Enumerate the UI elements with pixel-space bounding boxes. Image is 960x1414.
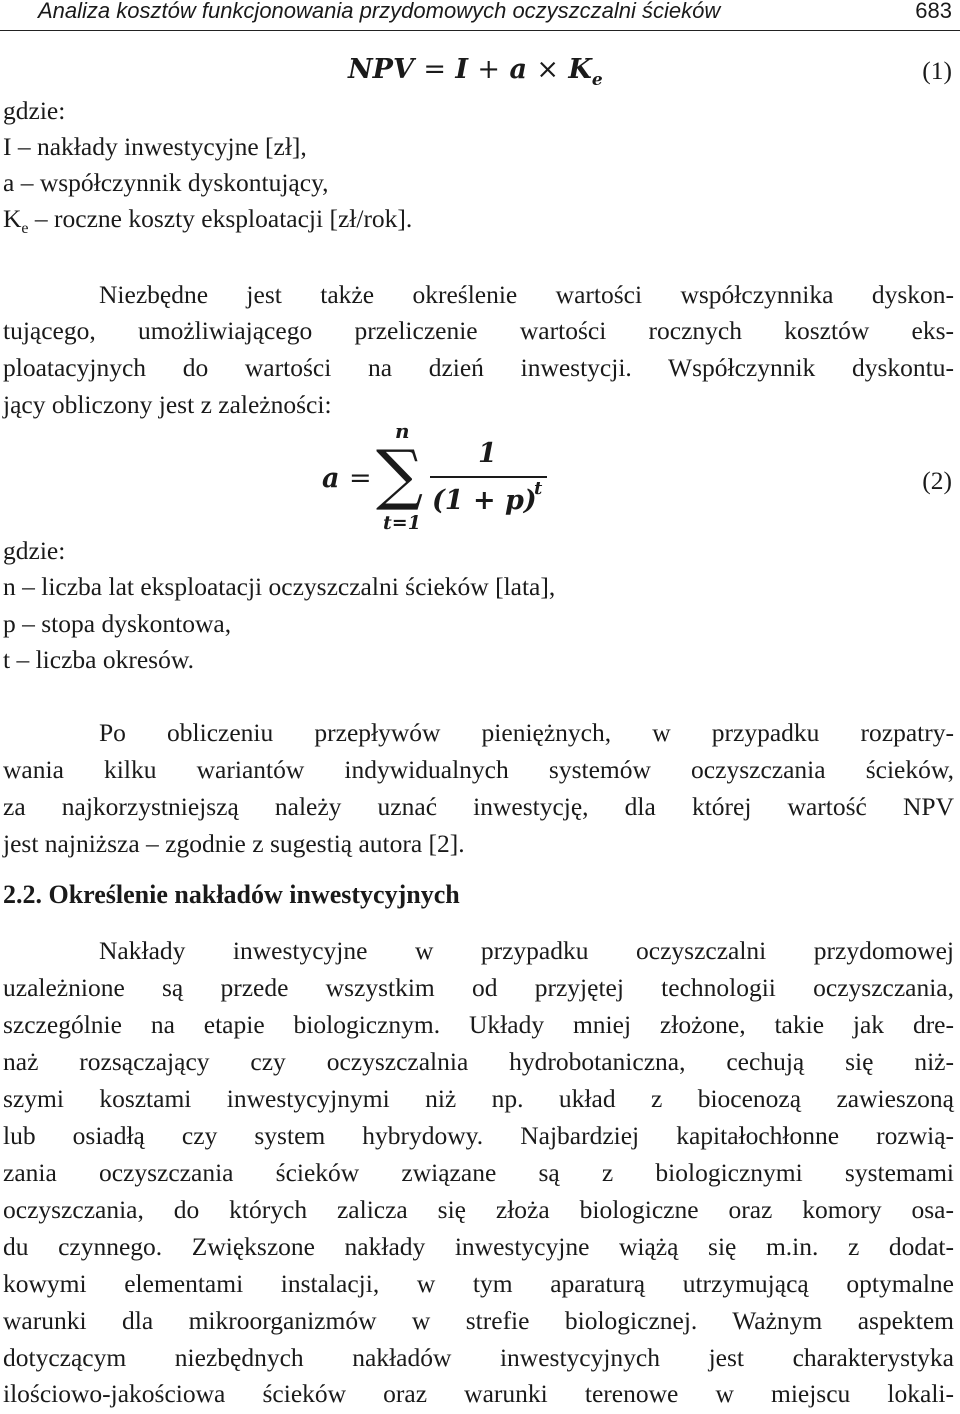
para3-line: dotyczącym niezbędnych nakładów inwestycyjnych jest charakterystyka bbox=[3, 1343, 954, 1372]
defs2-line-t: t – liczba okresów. bbox=[3, 645, 194, 674]
para3-line: warunki dla mikroorganizmów w strefie biologicznej. Ważnym aspektem bbox=[3, 1306, 954, 1335]
para3-line: szymi kosztami inwestycyjnymi niż np. układ z biocenozą zawieszoną bbox=[3, 1084, 954, 1113]
eq2-denominator: (1 + p) bbox=[432, 485, 537, 516]
eq2-sigma: ∑ bbox=[376, 436, 424, 513]
para3-line: du czynnego. Zwiększone nakłady inwestycyjne wiążą się m.in. z dodat- bbox=[3, 1232, 954, 1261]
eq1-I: I bbox=[455, 54, 469, 85]
para3-line: Nakłady inwestycyjne w przypadku oczyszczalni przydomowej bbox=[99, 936, 954, 965]
para3-line: ilościowo-jakościowa ścieków oraz warunki terenowe w miejscu lokali- bbox=[3, 1379, 954, 1408]
journal-running-title: Analiza kosztów funkcjonowania przydomowych oczyszczalni ścieków bbox=[38, 0, 721, 23]
para3-line: szczególnie na etapie biologicznym. Układy mniej złożone, takie jak dre- bbox=[3, 1010, 954, 1039]
eq1-lhs: NPV bbox=[348, 54, 414, 85]
eq1-a: a bbox=[509, 54, 527, 85]
defs1-line-K bbox=[3, 202, 412, 240]
para3-line: uzależnione są przede wszystkim od przyjętej technologii oczyszczania, bbox=[3, 973, 954, 1002]
eq1-equals: = bbox=[423, 54, 446, 85]
eq2-upper-limit: n bbox=[395, 419, 410, 443]
page-number: 683 bbox=[915, 0, 952, 23]
para1-line: jący obliczony jest z zależności: bbox=[3, 390, 332, 419]
defs2-line-p: p – stopa dyskontowa, bbox=[3, 609, 232, 638]
eq2-lower-limit: t=1 bbox=[383, 512, 421, 534]
defs2-gdzie: gdzie: bbox=[3, 536, 66, 565]
eq1-K: K bbox=[568, 54, 592, 85]
eq2-numerator: 1 bbox=[478, 438, 497, 469]
para3-line: lub osiadłą czy system hybrydowy. Najbardziej kapitałochłonne rozwią- bbox=[3, 1121, 954, 1150]
eq2-equals: = bbox=[349, 463, 372, 494]
defs1-K-subscript: e bbox=[21, 220, 29, 237]
equation-2-number: (2) bbox=[922, 466, 952, 495]
para3-line: kowymi elementami instalacji, w tym aparaturą utrzymującą optymalne bbox=[3, 1269, 954, 1298]
eq1-times: × bbox=[536, 54, 559, 85]
running-header bbox=[0, 0, 960, 31]
eq2-exponent: t bbox=[534, 478, 543, 499]
defs1-line-a: a – współczynnik dyskontujący, bbox=[3, 168, 329, 197]
defs1-K-text: – roczne koszty eksploatacji [zł/rok]. bbox=[28, 204, 413, 233]
defs1-K-symbol: K bbox=[3, 204, 22, 233]
para3-line: naż rozsączający czy oczyszczalnia hydrobotaniczna, cechują się niż- bbox=[3, 1047, 954, 1076]
para3-line: zania oczyszczania ścieków związane są z biologicznymi systemami bbox=[3, 1158, 954, 1187]
para2-line: wania kilku wariantów indywidualnych systemów oczyszczania ścieków, bbox=[3, 755, 954, 784]
eq1-plus: + bbox=[477, 54, 501, 85]
para2-line: jest najniższa – zgodnie z sugestią autora [2]. bbox=[3, 829, 465, 858]
para3-line: oczyszczania, do których zalicza się złoża biologiczne oraz komory osa- bbox=[3, 1195, 954, 1224]
defs2-line-n: n – liczba lat eksploatacji oczyszczalni ścieków [lata], bbox=[3, 572, 556, 601]
eq2-a: a bbox=[322, 463, 340, 494]
para1-line: ploatacyjnych do wartości na dzień inwestycji. Współczynnik dyskontu- bbox=[3, 353, 954, 382]
defs1-line-I: I – nakłady inwestycyjne [zł], bbox=[3, 132, 307, 161]
para1-line: tującego, umożliwiającego przeliczenie wartości rocznych kosztów eks- bbox=[3, 316, 954, 345]
defs1-gdzie: gdzie: bbox=[3, 96, 66, 125]
para1-line: Niezbędne jest także określenie wartości współczynnika dyskon- bbox=[99, 280, 954, 309]
para2-line: Po obliczeniu przepływów pieniężnych, w przypadku rozpatry- bbox=[99, 718, 954, 747]
section-heading: 2.2. Określenie nakładów inwestycyjnych bbox=[3, 880, 460, 909]
para2-line: za najkorzystniejszą należy uznać inwestycję, dla której wartość NPV bbox=[3, 792, 954, 821]
eq2-fraction-bar bbox=[430, 476, 547, 478]
eq1-K-subscript: e bbox=[591, 70, 603, 90]
equation-1-number: (1) bbox=[922, 56, 952, 85]
